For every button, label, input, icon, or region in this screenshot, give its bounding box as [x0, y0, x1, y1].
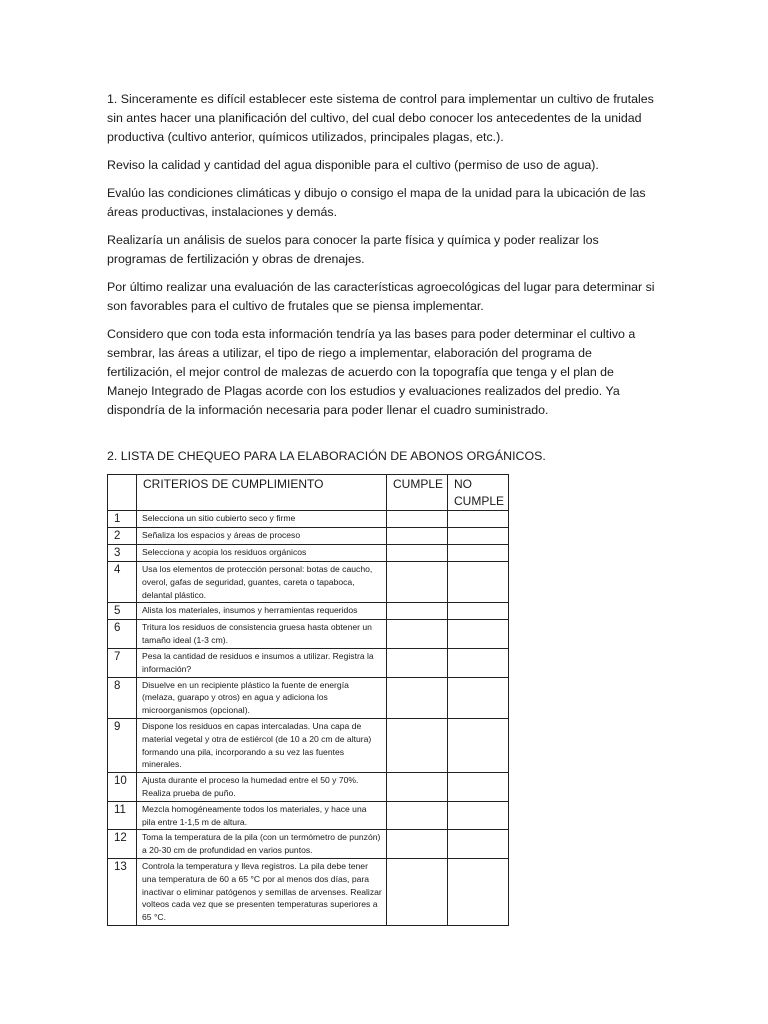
section-2-title: 2. LISTA DE CHEQUEO PARA LA ELABORACIÓN DE ABONOS ORGÁNICOS.	[107, 449, 546, 463]
paragraph-4: Realizaría un análisis de suelos para conocer la parte física y química y poder realizar los programas de fertilización y obras de drenajes.	[107, 233, 599, 266]
cumple-cell[interactable]	[387, 801, 448, 830]
no-cumple-cell[interactable]	[448, 830, 509, 859]
table-row	[108, 562, 509, 603]
table-row	[108, 830, 509, 859]
row-number: 4	[108, 562, 137, 603]
no-cumple-cell[interactable]	[448, 528, 509, 545]
cumple-cell[interactable]	[387, 603, 448, 620]
cumple-cell[interactable]	[387, 718, 448, 772]
criteria-cell: Toma la temperatura de la pila (con un termómetro de punzón) a 20-30 cm de profundidad en varios puntos.	[137, 830, 387, 859]
cumple-cell[interactable]	[387, 620, 448, 649]
row-number: 11	[108, 801, 137, 830]
row-number: 10	[108, 773, 137, 802]
cumple-cell[interactable]	[387, 545, 448, 562]
no-cumple-cell[interactable]	[448, 773, 509, 802]
criteria-cell: Usa los elementos de protección personal: botas de caucho, overol, gafas de seguridad, guantes, careta o tapaboca, delantal plástico.	[137, 562, 387, 603]
cumple-cell[interactable]	[387, 528, 448, 545]
paragraph-5: Por último realizar una evaluación de las características agroecológicas del lugar para determinar si son favorables para el cultivo de frutales que se piensa implementar.	[107, 280, 655, 313]
no-cumple-cell[interactable]	[448, 677, 509, 718]
no-cumple-cell[interactable]	[448, 620, 509, 649]
header-cumple: CUMPLE	[387, 475, 448, 511]
cumple-cell[interactable]	[387, 562, 448, 603]
no-cumple-cell[interactable]	[448, 858, 509, 925]
criteria-cell: Controla la temperatura y lleva registros. La pila debe tener una temperatura de 60 a 65 °C por al menos dos días, para inactivar o eliminar patógenos y semillas de arvenses. Realizar volteos cada vez que se presenten temperaturas superiores a 65 °C.	[137, 858, 387, 925]
cumple-cell[interactable]	[387, 511, 448, 528]
no-cumple-cell[interactable]	[448, 562, 509, 603]
row-number: 7	[108, 648, 137, 677]
table-row	[108, 773, 509, 802]
paragraph-6: Considero que con toda esta información tendría ya las bases para poder determinar el cultivo a sembrar, las áreas a utilizar, el tipo de riego a implementar, elaboración del programa de fertilización, el mejor control de malezas de acuerdo con la topografía que tenga y el plan de Manejo Integrado de Plagas acorde con los estudios y evaluaciones realizados del predio. Ya dispondría de la información necesaria para poder llenar el cuadro suministrado.	[107, 327, 636, 417]
no-cumple-cell[interactable]	[448, 648, 509, 677]
no-cumple-cell[interactable]	[448, 603, 509, 620]
no-cumple-cell[interactable]	[448, 801, 509, 830]
cumple-cell[interactable]	[387, 830, 448, 859]
document-body	[107, 90, 657, 926]
paragraph-2: Reviso la calidad y cantidad del agua disponible para el cultivo (permiso de uso de agua).	[107, 158, 599, 172]
table-row	[108, 620, 509, 649]
row-number: 1	[108, 511, 137, 528]
header-no-cumple: NO CUMPLE	[448, 475, 509, 511]
criteria-cell: Alista los materiales, insumos y herramientas requeridos	[137, 603, 387, 620]
row-number: 9	[108, 718, 137, 772]
table-header-row	[108, 475, 509, 511]
row-number: 3	[108, 545, 137, 562]
table-row	[108, 801, 509, 830]
table-row	[108, 545, 509, 562]
criteria-cell: Dispone los residuos en capas intercaladas. Una capa de material vegetal y otra de estiércol (de 10 a 20 cm de altura) formando una pila, incorporando a su vez las fuentes minerales.	[137, 718, 387, 772]
table-row	[108, 718, 509, 772]
criteria-cell: Señaliza los espacios y áreas de proceso	[137, 528, 387, 545]
no-cumple-cell[interactable]	[448, 718, 509, 772]
criteria-cell: Tritura los residuos de consistencia gruesa hasta obtener un tamaño ideal (1-3 cm).	[137, 620, 387, 649]
cumple-cell[interactable]	[387, 648, 448, 677]
table-row	[108, 603, 509, 620]
table-row	[108, 511, 509, 528]
table-row	[108, 858, 509, 925]
row-number: 5	[108, 603, 137, 620]
table-row	[108, 648, 509, 677]
criteria-cell: Disuelve en un recipiente plástico la fuente de energía (melaza, guarapo y otros) en agua y adiciona los microorganismos (opcional).	[137, 677, 387, 718]
cumple-cell[interactable]	[387, 858, 448, 925]
no-cumple-cell[interactable]	[448, 545, 509, 562]
criteria-cell: Pesa la cantidad de residuos e insumos a utilizar. Registra la información?	[137, 648, 387, 677]
header-criteria: CRITERIOS DE CUMPLIMIENTO	[137, 475, 387, 511]
row-number: 13	[108, 858, 137, 925]
criteria-cell: Selecciona y acopia los residuos orgánicos	[137, 545, 387, 562]
cumple-cell[interactable]	[387, 677, 448, 718]
row-number: 6	[108, 620, 137, 649]
table-row	[108, 677, 509, 718]
checklist-table	[107, 474, 509, 926]
paragraph-3: Evalúo las condiciones climáticas y dibujo o consigo el mapa de la unidad para la ubicación de las áreas productivas, instalaciones y demás.	[107, 186, 646, 219]
criteria-cell: Mezcla homogéneamente todos los materiales, y hace una pila entre 1-1,5 m de altura.	[137, 801, 387, 830]
header-number	[108, 475, 137, 511]
paragraph-1: 1. Sinceramente es difícil establecer este sistema de control para implementar un cultivo de frutales sin antes hacer una planificación del cultivo, del cual debo conocer los antecedentes de la unidad productiva (cultivo anterior, químicos utilizados, principales plagas, etc.).	[107, 92, 654, 144]
criteria-cell: Ajusta durante el proceso la humedad entre el 50 y 70%. Realiza prueba de puño.	[137, 773, 387, 802]
row-number: 2	[108, 528, 137, 545]
cumple-cell[interactable]	[387, 773, 448, 802]
no-cumple-cell[interactable]	[448, 511, 509, 528]
row-number: 12	[108, 830, 137, 859]
row-number: 8	[108, 677, 137, 718]
table-row	[108, 528, 509, 545]
criteria-cell: Selecciona un sitio cubierto seco y firme	[137, 511, 387, 528]
